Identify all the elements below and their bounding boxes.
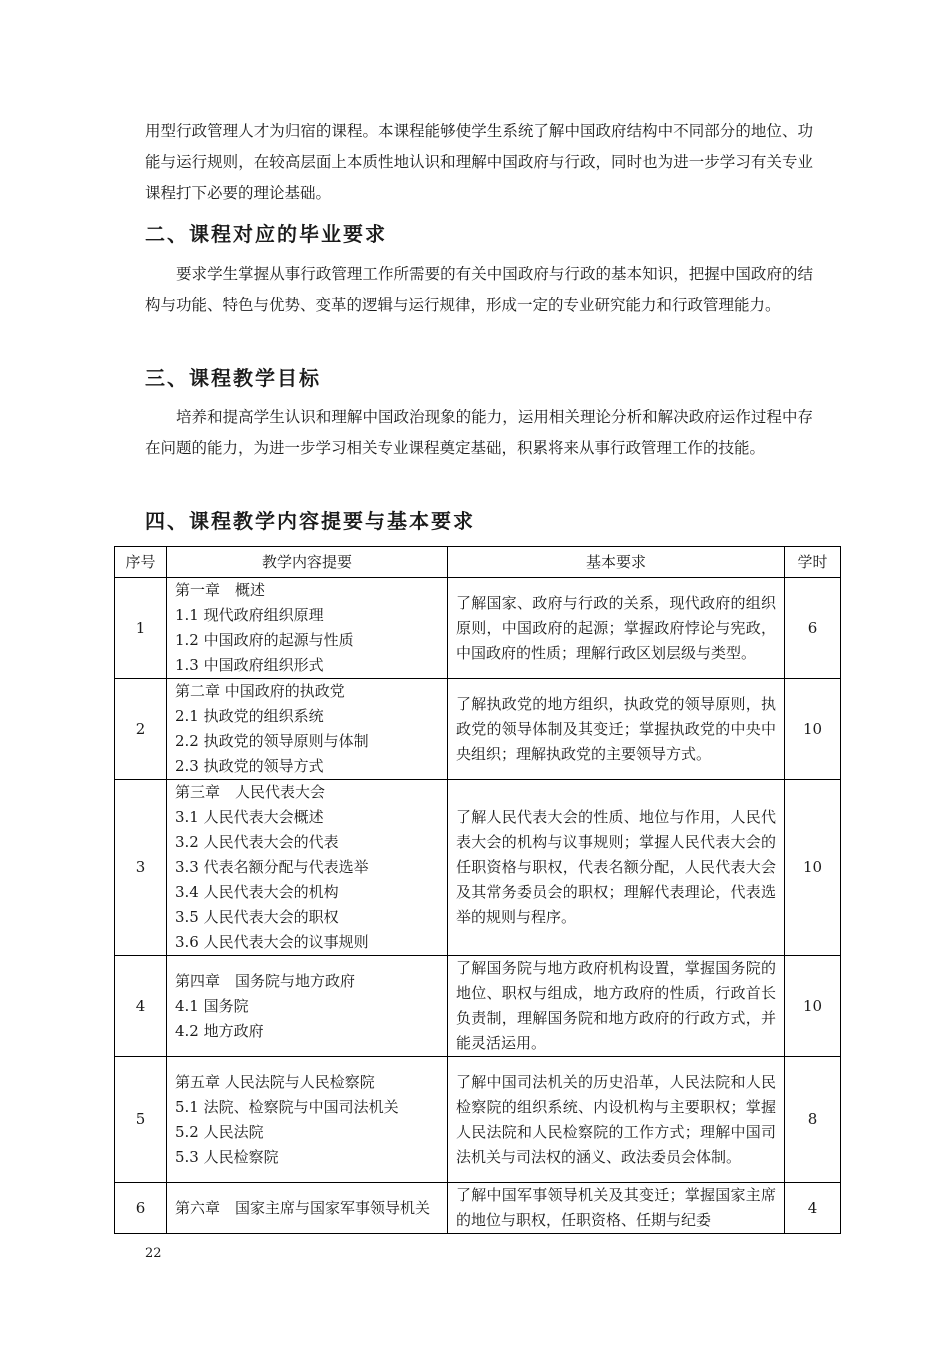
- row-hours: 6: [785, 578, 841, 679]
- row-content: [167, 1057, 448, 1183]
- row-hours: 4: [785, 1183, 841, 1234]
- content-line: 第四章 国务院与地方政府: [175, 971, 356, 990]
- row-content: [167, 1183, 448, 1234]
- table-row: [115, 578, 841, 679]
- row-number: 4: [115, 956, 167, 1057]
- row-number: 3: [115, 780, 167, 956]
- content-line: 3.2 人民代表大会的代表: [175, 833, 339, 851]
- row-requirement: 了解人民代表大会的性质、地位与作用，人民代表大会的机构与议事规则；掌握人民代表大会的任职资格与职权，代表名额分配，人民代表大会及其常务委员会的职权；理解代表理论，代表选举的规则与程序。: [448, 780, 785, 956]
- content-line: 5.3 人民检察院: [175, 1147, 279, 1166]
- section-heading-teaching-objectives: 三、课程教学目标: [145, 366, 321, 390]
- header-number: 序号: [115, 547, 167, 578]
- content-line: 1.1 现代政府组织原理: [175, 606, 324, 624]
- row-hours: 10: [785, 679, 841, 780]
- table-row: [115, 1057, 841, 1183]
- row-hours: 10: [785, 780, 841, 956]
- content-line: 3.3 代表名额分配与代表选举: [175, 858, 369, 876]
- row-content: [167, 956, 448, 1057]
- content-line: 4.2 地方政府: [175, 1021, 264, 1040]
- course-content-table: [114, 546, 841, 1234]
- row-number: 2: [115, 679, 167, 780]
- section-body-teaching-objectives: 培养和提高学生认识和理解中国政治现象的能力，运用相关理论分析和解决政府运作过程中存在问题的能力，为进一步学习相关专业课程奠定基础，积累将来从事行政管理工作的技能。: [145, 408, 813, 457]
- content-line: 3.1 人民代表大会概述: [175, 808, 324, 826]
- table-row: [115, 1183, 841, 1234]
- row-requirement: 了解国务院与地方政府机构设置，掌握国务院的地位、职权与组成，地方政府的性质，行政首长负责制，理解国务院和地方政府的行政方式，并能灵活运用。: [448, 956, 785, 1057]
- section-body-graduation-requirements: 要求学生掌握从事行政管理工作所需要的有关中国政府与行政的基本知识，把握中国政府的结构与功能、特色与优势、变革的逻辑与运行规律，形成一定的专业研究能力和行政管理能力。: [145, 265, 813, 314]
- content-line: 3.4 人民代表大会的机构: [175, 883, 339, 901]
- content-line: 3.6 人民代表大会的议事规则: [175, 933, 369, 951]
- row-hours: 8: [785, 1057, 841, 1183]
- table-header-row: [115, 547, 841, 578]
- table-row: [115, 780, 841, 956]
- content-line: 4.1 国务院: [175, 996, 249, 1015]
- row-hours: 10: [785, 956, 841, 1057]
- section-heading-graduation-requirements: 二、课程对应的毕业要求: [145, 222, 387, 246]
- row-number: 5: [115, 1057, 167, 1183]
- header-requirement: 基本要求: [448, 547, 785, 578]
- content-line: 1.2 中国政府的起源与性质: [175, 631, 354, 649]
- row-number: 1: [115, 578, 167, 679]
- header-content: 教学内容提要: [167, 547, 448, 578]
- row-requirement: 了解执政党的地方组织，执政党的领导原则，执政党的领导体制及其变迁；掌握执政党的中央中央组织；理解执政党的主要领导方式。: [448, 679, 785, 780]
- row-content: [167, 578, 448, 679]
- row-requirement: 了解中国军事领导机关及其变迁；掌握国家主席的地位与职权，任职资格、任期与纪委: [448, 1183, 785, 1234]
- content-line: 第二章 中国政府的执政党: [175, 682, 345, 700]
- row-requirement: 了解中国司法机关的历史沿革，人民法院和人民检察院的组织系统、内设机构与主要职权；掌握人民法院和人民检察院的工作方式；理解中国司法机关与司法权的涵义、政法委员会体制。: [448, 1057, 785, 1183]
- header-hours: 学时: [785, 547, 841, 578]
- page-number: 22: [145, 1246, 162, 1261]
- row-content: [167, 780, 448, 956]
- content-line: 第六章 国家主席与国家军事领导机关: [175, 1198, 431, 1217]
- row-number: 6: [115, 1183, 167, 1234]
- content-line: 5.1 法院、检察院与中国司法机关: [175, 1097, 399, 1116]
- content-line: 3.5 人民代表大会的职权: [175, 908, 339, 926]
- content-line: 第五章 人民法院与人民检察院: [175, 1072, 375, 1091]
- row-content: [167, 679, 448, 780]
- content-line: 第三章 人民代表大会: [175, 783, 326, 801]
- row-requirement: 了解国家、政府与行政的关系，现代政府的组织原则，中国政府的起源；掌握政府悖论与宪政，中国政府的性质；理解行政区划层级与类型。: [448, 578, 785, 679]
- content-line: 2.2 执政党的领导原则与体制: [175, 732, 369, 750]
- content-line: 2.1 执政党的组织系统: [175, 707, 324, 725]
- content-line: 1.3 中国政府组织形式: [175, 656, 324, 674]
- table-row: [115, 956, 841, 1057]
- content-line: 第一章 概述: [175, 581, 266, 599]
- content-line: 5.2 人民法院: [175, 1122, 264, 1141]
- section-heading-teaching-content: 四、课程教学内容提要与基本要求: [145, 509, 475, 533]
- intro-paragraph: 用型行政管理人才为归宿的课程。本课程能够使学生系统了解中国政府结构中不同部分的地位、功能与运行规则，在较高层面上本质性地认识和理解中国政府与行政，同时也为进一步学习有关专业课程打下必要的理论基础。: [145, 122, 813, 202]
- table-row: [115, 679, 841, 780]
- content-line: 2.3 执政党的领导方式: [175, 757, 324, 775]
